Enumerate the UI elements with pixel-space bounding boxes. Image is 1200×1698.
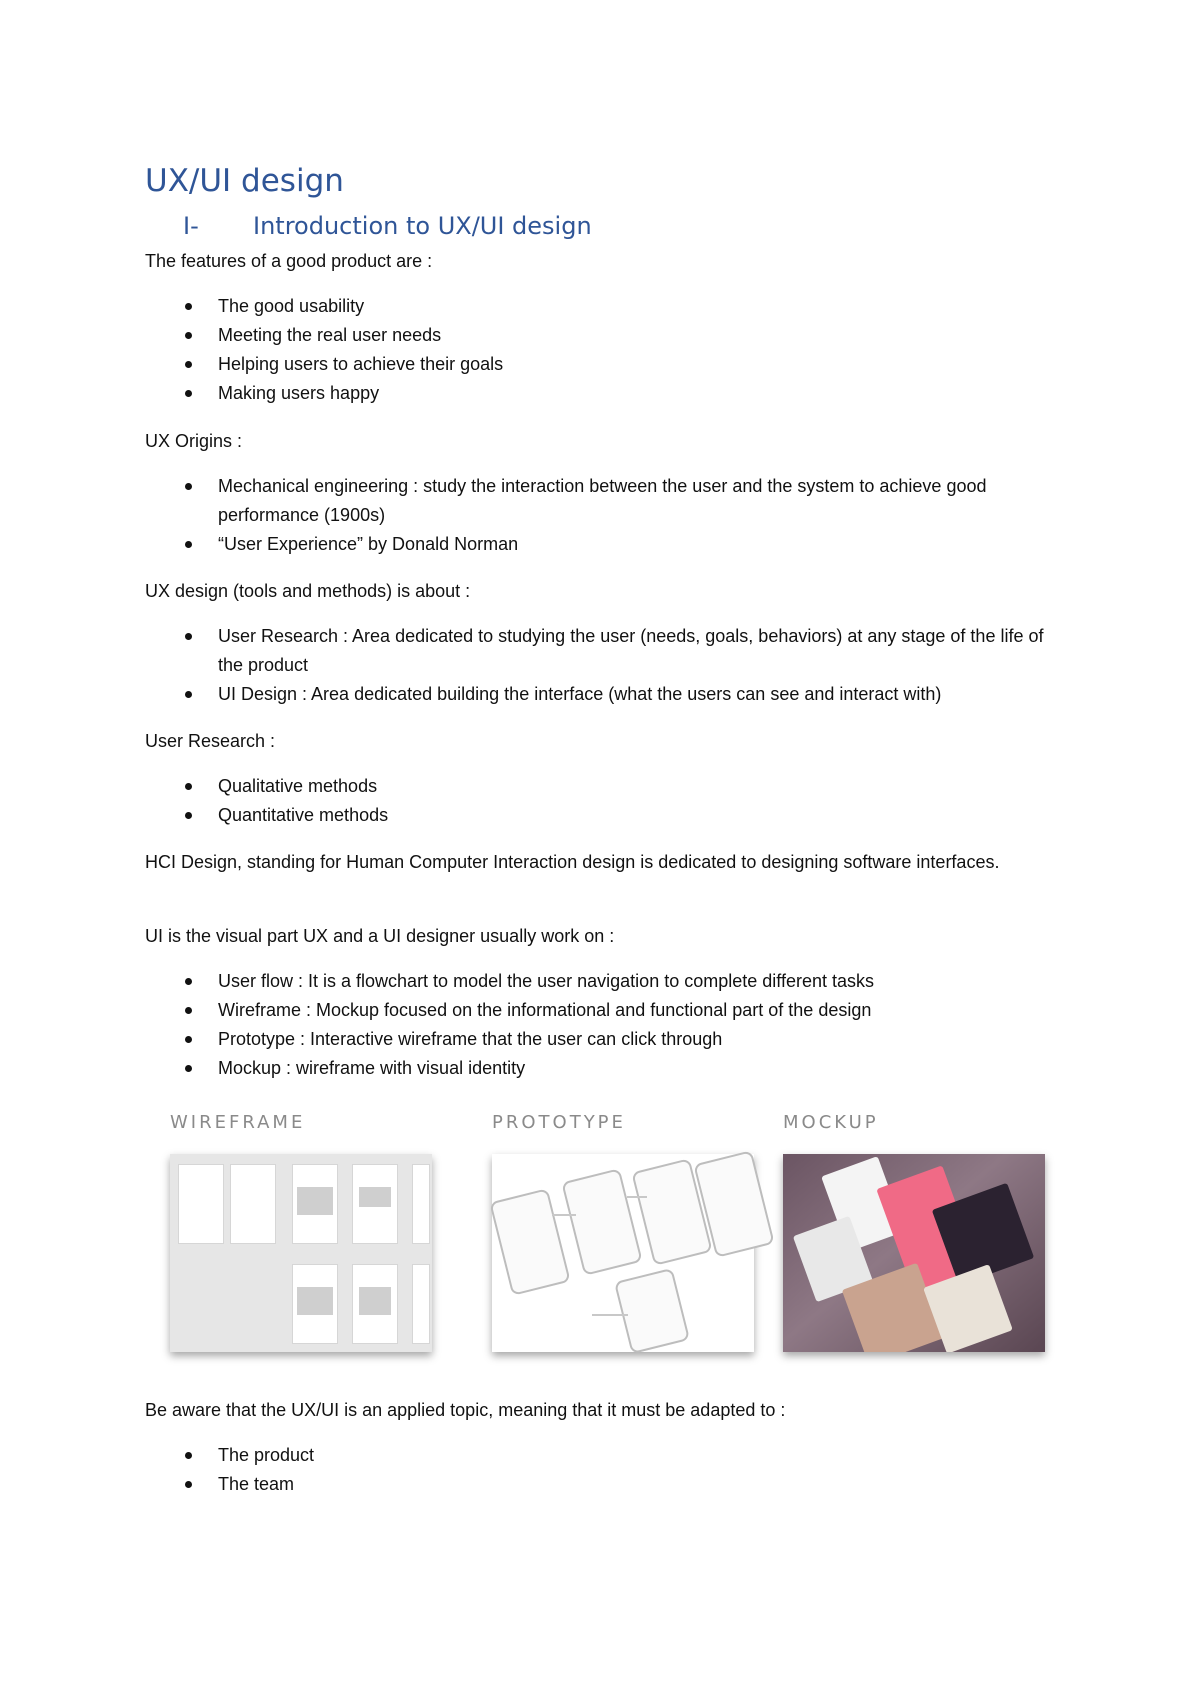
bullet-icon [185,361,192,368]
list-item: Prototype : Interactive wireframe that the user can click through [145,1025,1065,1054]
ui-work-list [145,967,1065,1083]
bullet-icon [185,483,192,490]
list-item: Wireframe : Mockup focused on the informational and functional part of the design [145,996,1065,1025]
adapt-list [145,1441,1065,1499]
list-item: Helping users to achieve their goals [145,350,1065,379]
bullet-icon [185,390,192,397]
origins-list [145,472,1065,559]
prototype-label: PROTOTYPE [492,1112,626,1133]
bullet-icon [185,691,192,698]
list-item: Making users happy [145,379,1065,408]
list-item: The good usability [145,292,1065,321]
research-label: User Research : [145,731,276,751]
list-item: Mockup : wireframe with visual identity [145,1054,1065,1083]
section-title: Introduction to UX/UI design [253,212,592,240]
list-item: UI Design : Area dedicated building the interface (what the users can see and interact with) [145,680,1065,709]
section-heading [183,212,592,240]
bullet-icon [185,1481,192,1488]
intro-paragraph: The features of a good product are : [145,251,433,271]
bullet-icon [185,303,192,310]
features-list [145,292,1065,408]
list-item: The product [145,1441,1065,1470]
list-item: User Research : Area dedicated to studying the user (needs, goals, behaviors) at any stage of the life of the product [145,622,1065,680]
research-list [145,772,1065,830]
list-item: Qualitative methods [145,772,1065,801]
bullet-icon [185,1065,192,1072]
bullet-icon [185,332,192,339]
wireframe-label: WIREFRAME [170,1112,306,1133]
bullet-icon [185,1036,192,1043]
section-number: I- [183,212,199,240]
list-item: The team [145,1470,1065,1499]
bullet-icon [185,978,192,985]
bullet-icon [185,812,192,819]
ux-about-label: UX design (tools and methods) is about : [145,581,471,601]
mockup-image [783,1154,1045,1352]
bullet-icon [185,783,192,790]
hci-paragraph: HCI Design, standing for Human Computer Interaction design is dedicated to designing software interfaces. [145,852,1000,872]
prototype-image [492,1154,754,1352]
wireframe-image [170,1154,432,1352]
bullet-icon [185,1452,192,1459]
list-item: Quantitative methods [145,801,1065,830]
list-item: Mechanical engineering : study the interaction between the user and the system to achieve good performance (1900s) [145,472,1065,530]
list-item: User flow : It is a flowchart to model the user navigation to complete different tasks [145,967,1065,996]
origins-label: UX Origins : [145,431,243,451]
list-item: “User Experience” by Donald Norman [145,530,1065,559]
bullet-icon [185,541,192,548]
mockup-label: MOCKUP [783,1112,879,1133]
ui-work-label: UI is the visual part UX and a UI designer usually work on : [145,926,615,946]
bullet-icon [185,633,192,640]
document-title: UX/UI design [145,163,344,199]
ux-about-list [145,622,1065,709]
list-item: Meeting the real user needs [145,321,1065,350]
bullet-icon [185,1007,192,1014]
applied-paragraph: Be aware that the UX/UI is an applied topic, meaning that it must be adapted to : [145,1400,786,1420]
